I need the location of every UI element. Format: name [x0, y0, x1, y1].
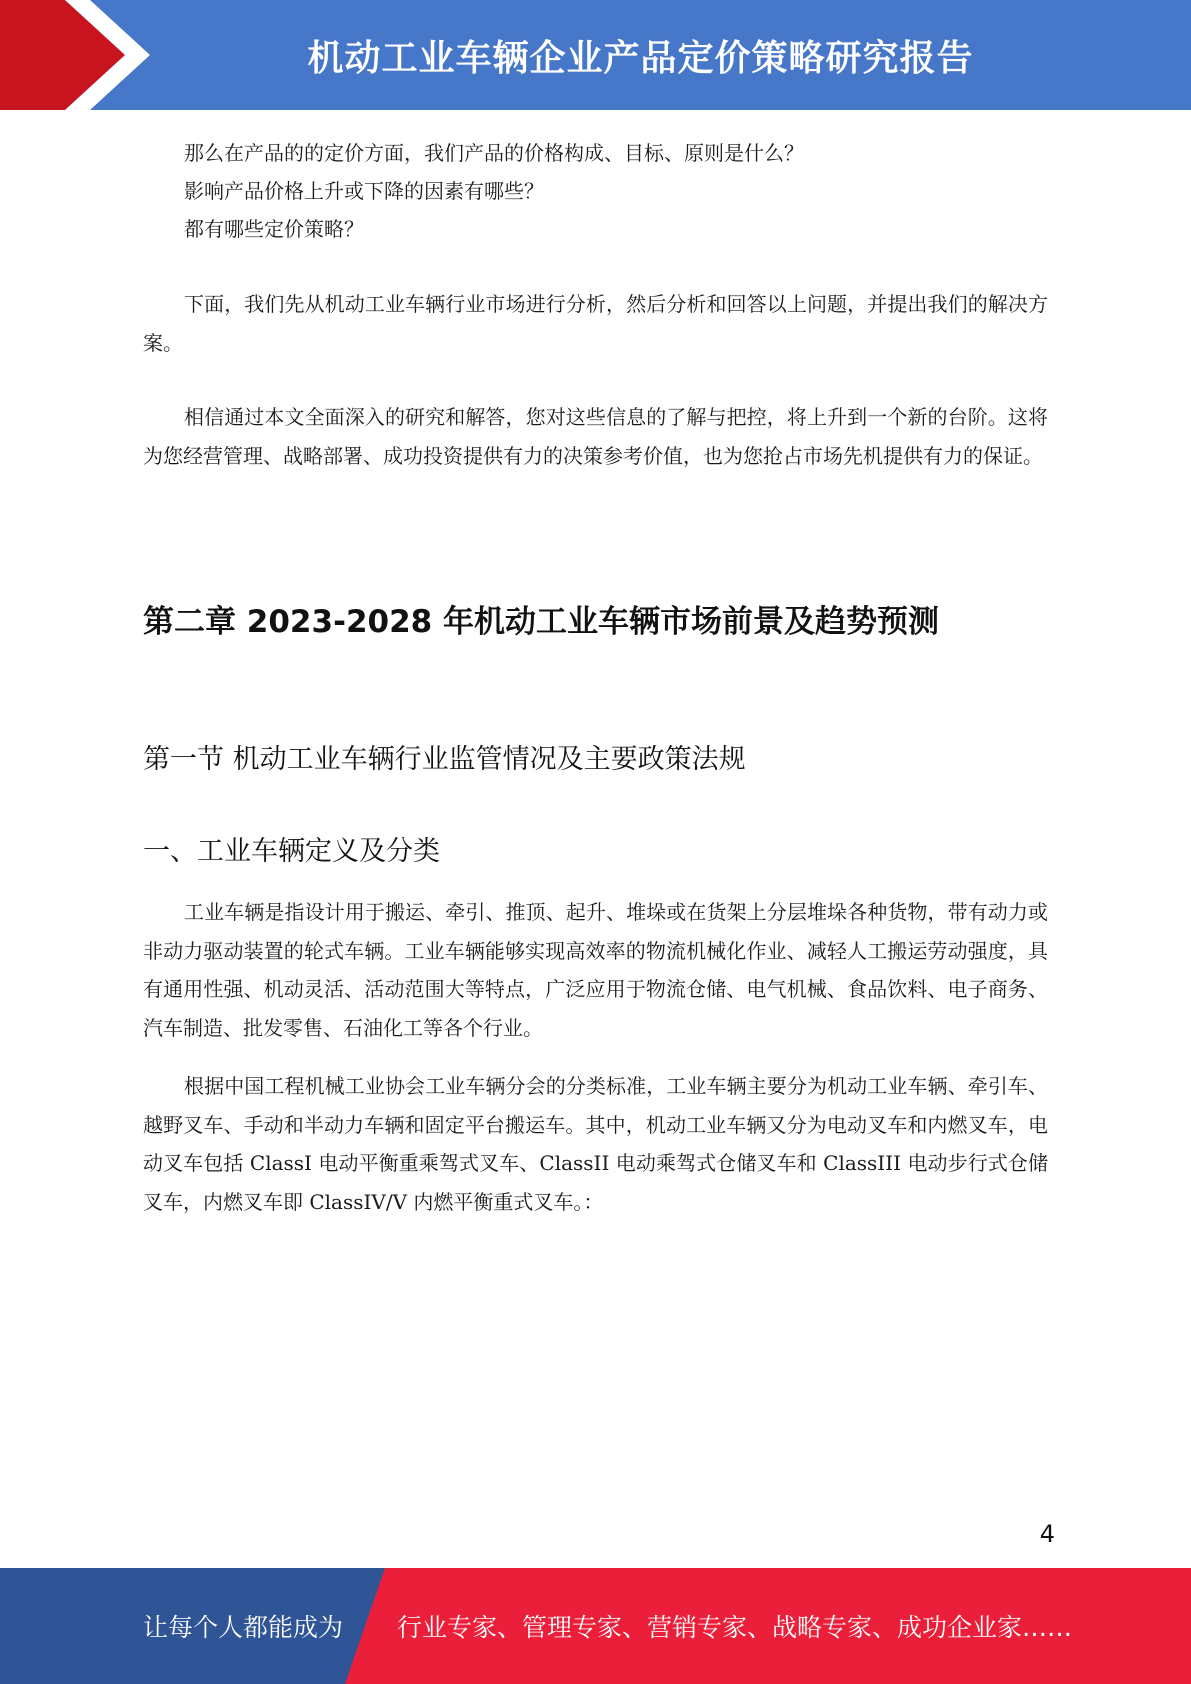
intro-paragraph-2: 相信通过本文全面深入的研究和解答，您对这些信息的了解与把控，将上升到一个新的台阶。这将为您经营管理、战略部署、成功投资提供有力的决策参考价值，也为您抢占市场先机提供有力的保证。: [143, 405, 1048, 468]
page-number: 4: [1039, 1520, 1055, 1548]
footer-slogan-left: 让每个人都能成为: [143, 1613, 344, 1642]
header-arrow-graphic: [0, 0, 160, 110]
intro-question-1: 那么在产品的的定价方面，我们产品的价格构成、目标、原则是什么？: [184, 141, 804, 165]
classification-paragraph: 根据中国工程机械工业协会工业车辆分会的分类标准，工业车辆主要分为机动工业车辆、牵引车、越野叉车、手动和半动力车辆和固定平台搬运车。其中，机动工业车辆又分为电动叉车和内燃叉车，电动叉车包括 ClassI 电动平衡重乘驾式叉车、ClassII 电动乘驾式仓储叉车和 ClassIII 电动步行式仓储叉车，内燃叉车即 ClassIV/V 内燃平衡重式叉车。：: [143, 1074, 1048, 1214]
footer-slogan-right: 行业专家、管理专家、营销专家、战略专家、成功企业家……: [397, 1613, 1073, 1642]
intro-question-3: 都有哪些定价策略？: [184, 217, 364, 241]
header-title: 机动工业车辆企业产品定价策略研究报告: [307, 37, 974, 79]
page-footer: [0, 1568, 1191, 1684]
intro-question-2: 影响产品价格上升或下降的因素有哪些？: [184, 179, 544, 203]
subsection-title: 一、工业车辆定义及分类: [143, 836, 440, 867]
section-title: 第一节 机动工业车辆行业监管情况及主要政策法规: [143, 744, 746, 775]
definition-paragraph: 工业车辆是指设计用于搬运、牵引、推顶、起升、堆垛或在货架上分层堆垛各种货物，带有动力或非动力驱动装置的轮式车辆。工业车辆能够实现高效率的物流机械化作业、减轻人工搬运劳动强度，具有通用性强、机动灵活、活动范围大等特点，广泛应用于物流仓储、电气机械、食品饮料、电子商务、汽车制造、批发零售、石油化工等各个行业。: [143, 900, 1048, 1040]
chapter-title: 第二章 2023-2028 年机动工业车辆市场前景及趋势预测: [143, 604, 940, 640]
page-header: [0, 0, 1191, 110]
intro-paragraph-1: 下面，我们先从机动工业车辆行业市场进行分析，然后分析和回答以上问题，并提出我们的解决方案。: [143, 292, 1048, 355]
